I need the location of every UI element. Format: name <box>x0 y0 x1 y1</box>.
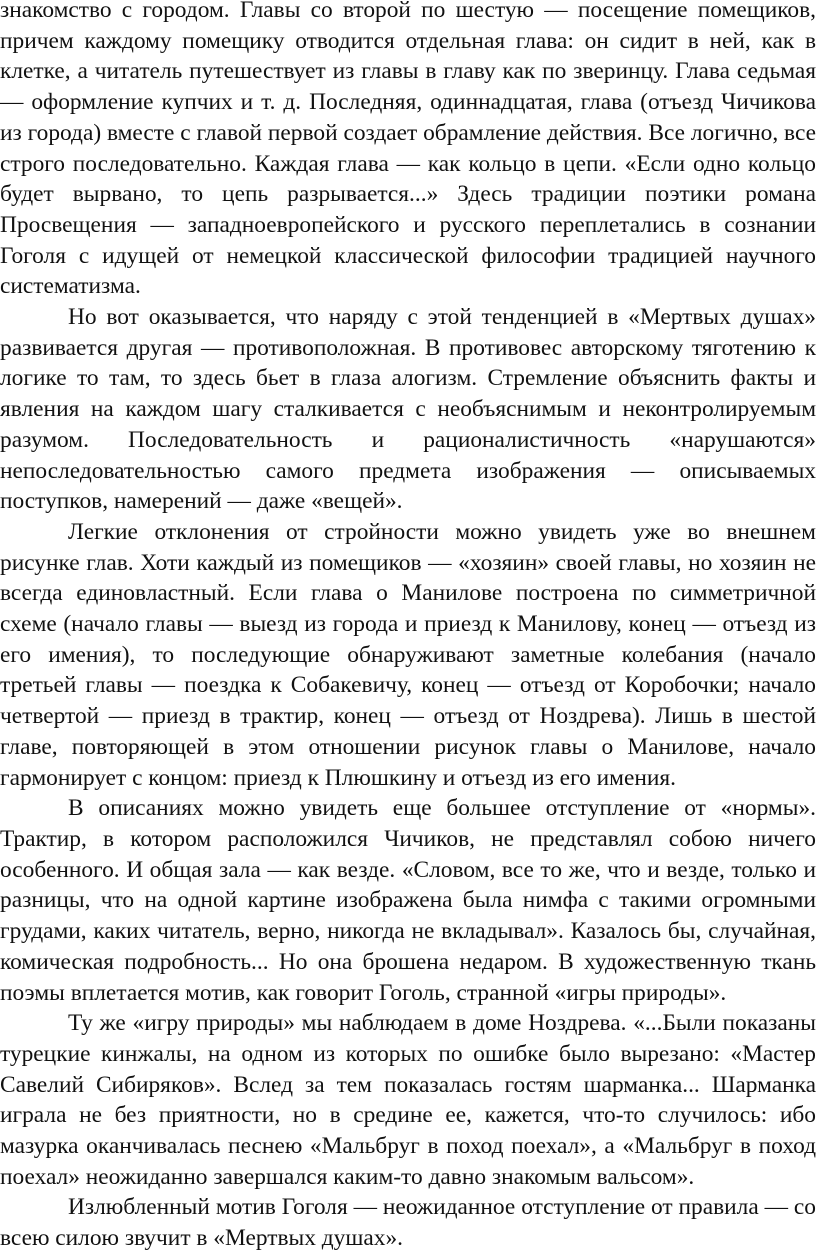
paragraph-5: Ту же «игру природы» мы наблюдаем в доме Ноздрева. «...Были показаны турецкие кинжалы, на одном из которых по ошибке было вырезано: «Мастер Савелий Сибиряков». Вслед за тем показалась гостям шарманка... Шарманка играла не без приятности, но в средине ее, кажется, что-то случилось: ибо мазурка оканчивалась песнею «Мальбруг в поход поехал», а «Мальбруг в поход поехал» неожиданно завершался каким-то давно знакомым вальсом». <box>0 1010 816 1190</box>
paragraph-1: знакомство с городом. Главы со второй по шестую — посещение помещиков, причем каждому помещику отводится отдельная глава: он сидит в ней, как в клетке, а читатель путешествует из главы в главу как по зверинцу. Глава седьмая — оформление купчих и т. д. Последняя, одиннадцатая, глава (отъезд Чичикова из города) вместе с главой первой создает обрамление действия. Все логично, все строго последовательно. Каждая глава — как кольцо в цепи. «Если одно кольцо будет вырвано, то цепь разрывается...» Здесь традиции поэтики романа Просвещения — западноевропейского и русского переплетались в сознании Гоголя с идущей от немецкой классической философии традицией научного систематизма. <box>0 0 816 300</box>
paragraph-3: Легкие отклонения от стройности можно увидеть уже во внешнем рисунке глав. Хоти каждый из помещиков — «хозяин» своей главы, но хозяин не всегда единовластный. Если глава о Манилове построена по симметричной схеме (начало главы — выезд из города и приезд к Манилову, конец — отъезд из его имения), то последующие обнаруживают заметные колебания (начало третьей главы — поездка к Собакевичу, конец — отъезд от Коробочки; начало четвертой — приезд в трактир, конец — отъезд от Ноздрева). Лишь в шестой главе, повторяющей в этом отношении рисунок главы о Манилове, начало гармонирует с концом: приезд к Плюшкину и отъезд из его имения. <box>0 518 816 791</box>
paragraph-4: В описаниях можно увидеть еще большее отступление от «нормы». Трактир, в котором расположился Чичиков, не представлял собою ничего особенного. И общая зала — как везде. «Словом, все то же, что и везде, только и разницы, что на одной картине изображена была нимфа с такими огромными грудами, каких читатель, верно, никогда не вкладывал». Казалось бы, случайная, комическая подробность... Но она брошена недаром. В художественную ткань поэмы вплетается мотив, как говорит Гоголь, странной «игры природы». <box>0 795 816 1006</box>
paragraph-2: Но вот оказывается, что наряду с этой тенденцией в «Мертвых душах» развивается другая — противоположная. В противовес авторскому тяготению к логике то там, то здесь бьет в глаза алогизм. Стремление объяснить факты и явления на каждом шагу сталкивается с необъяснимым и неконтролируемым разумом. Последовательность и рационалистичность «нарушаются» непоследовательностью самого предмета изображения — описываемых поступков, намерений — даже «вещей». <box>0 304 816 515</box>
paragraph-6: Излюбленный мотив Гоголя — неожиданное отступление от правила — со всею силою звучит в «Мертвых душах». <box>0 1194 816 1252</box>
